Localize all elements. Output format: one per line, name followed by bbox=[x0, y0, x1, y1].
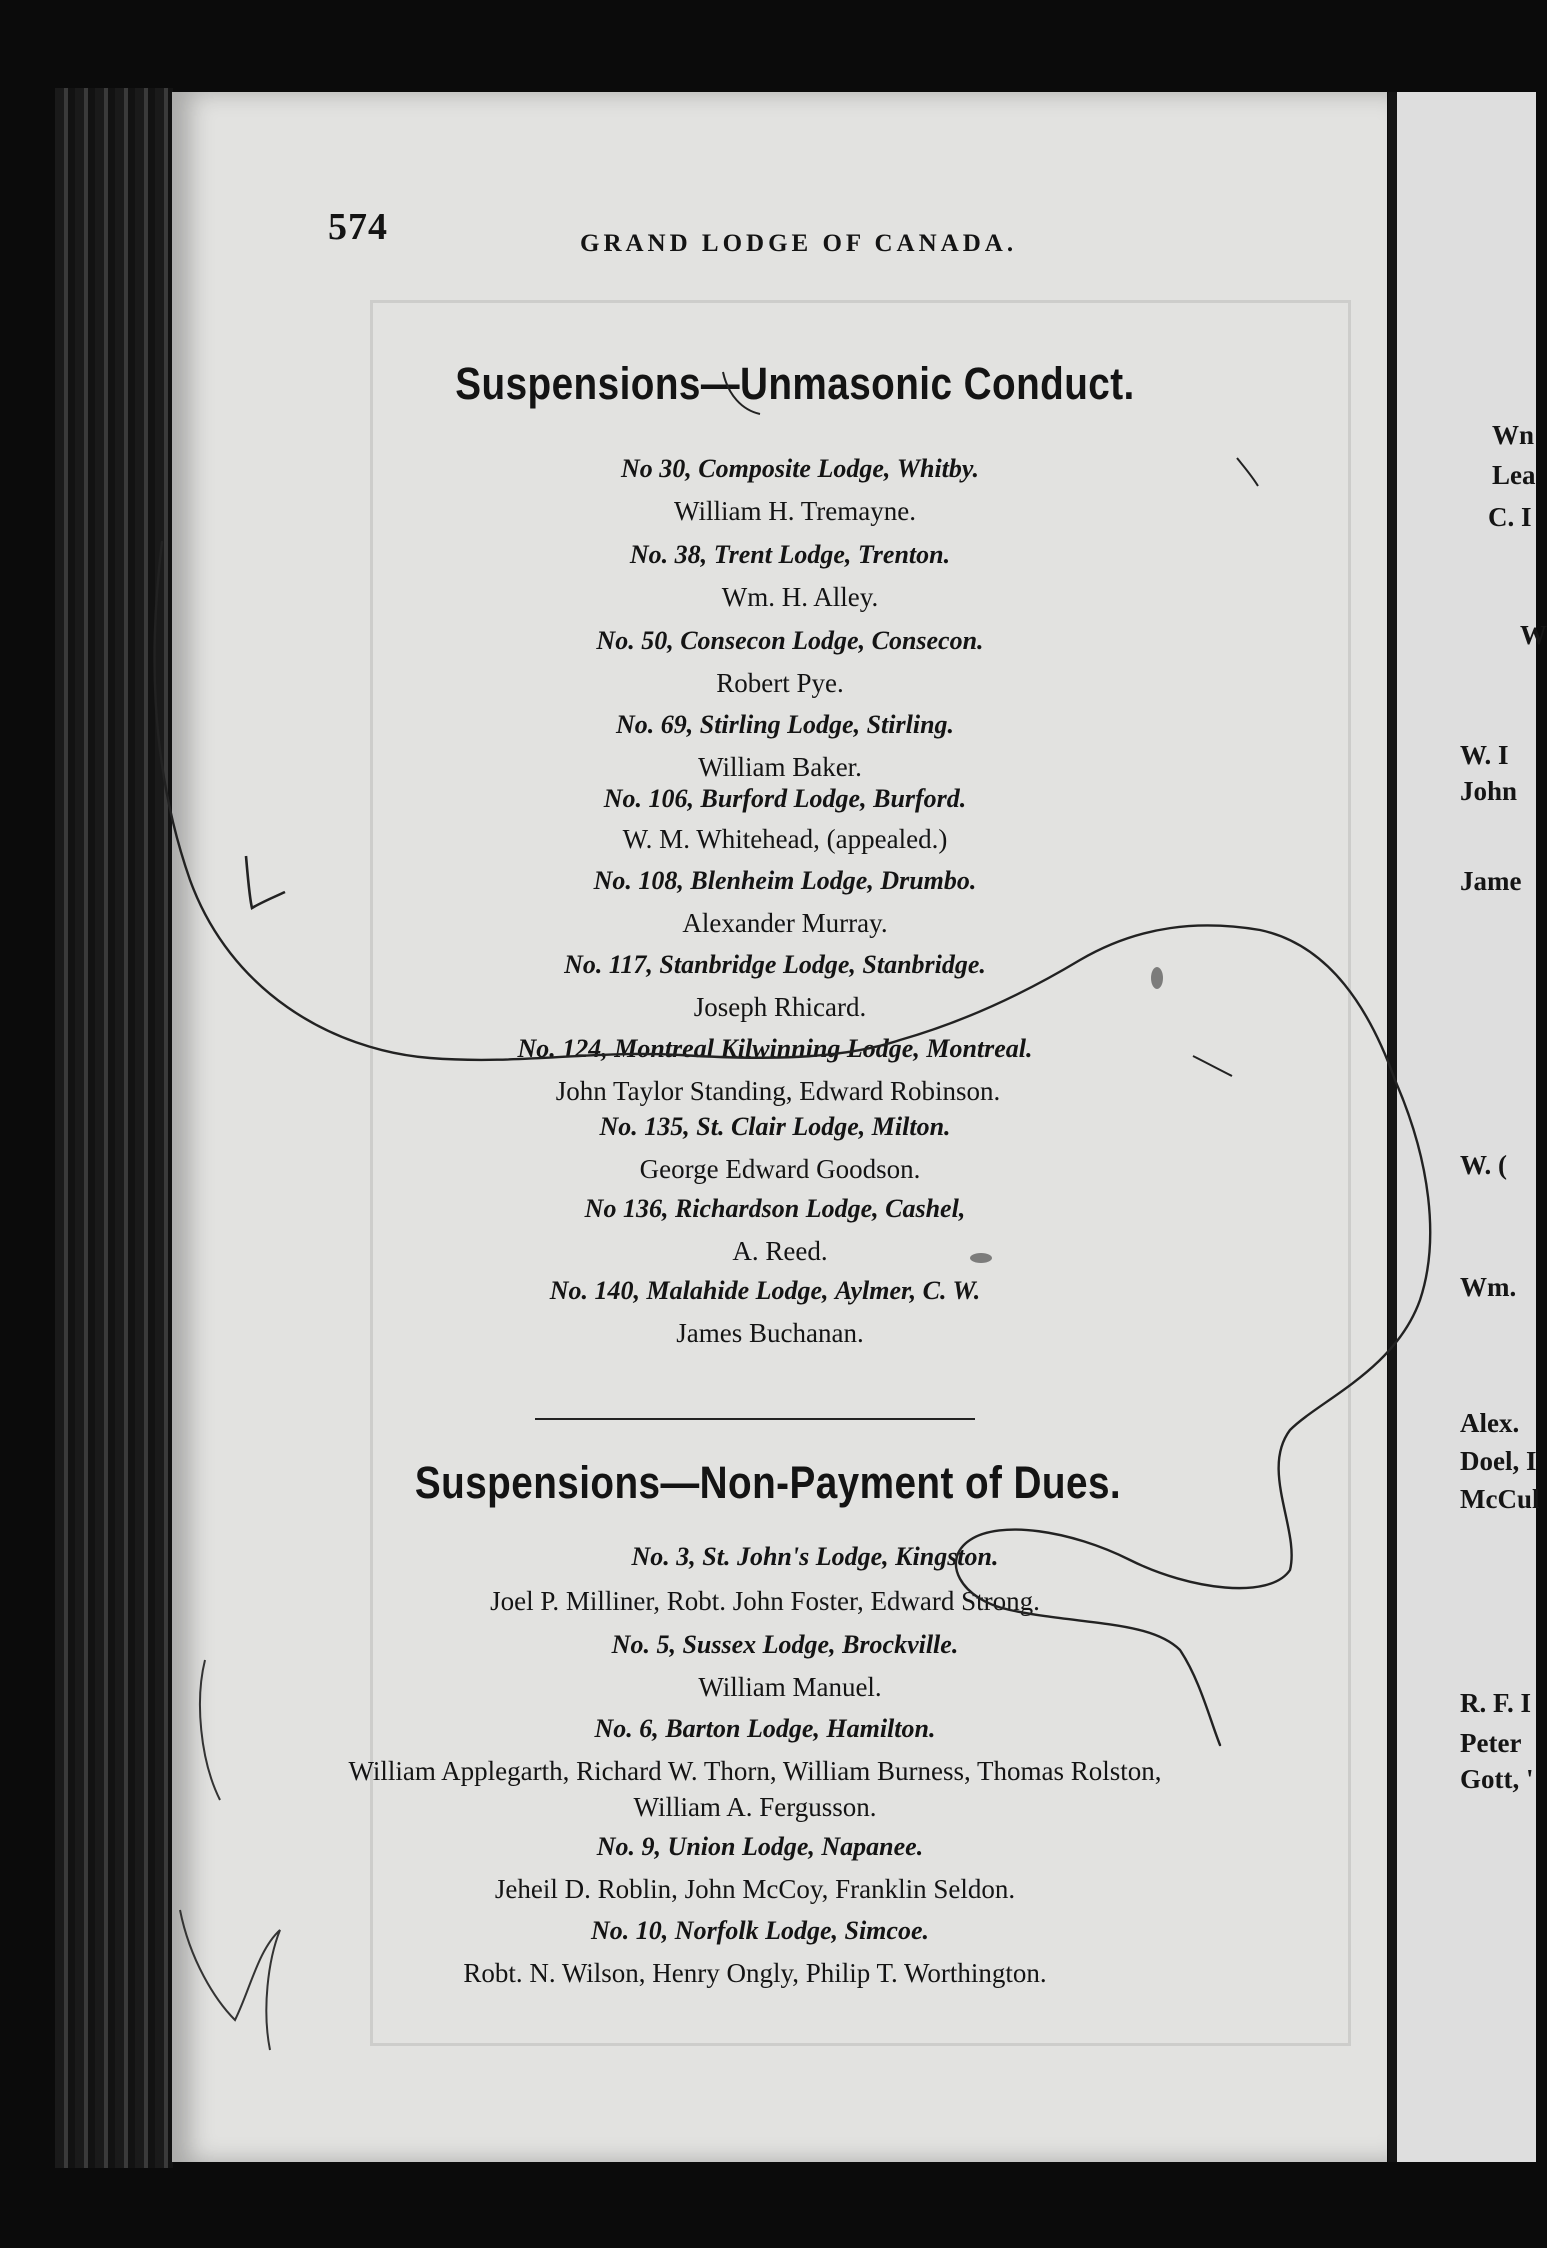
lodge-name: Trent Lodge, bbox=[713, 540, 852, 569]
lodge-name: Composite Lodge, bbox=[698, 454, 891, 483]
adjacent-page-fragment: Wn bbox=[1492, 420, 1535, 450]
adjacent-page-fragment: Alex. bbox=[1460, 1408, 1520, 1438]
member-names: Joel P. Milliner, Robt. John Foster, Edward Strong. bbox=[490, 1586, 1040, 1616]
lodge-place: Stirling. bbox=[866, 710, 955, 739]
lodge-name: Stirling Lodge, bbox=[699, 710, 861, 739]
section-heading-unmasonic: Suspensions—Unmasonic Conduct. bbox=[455, 358, 1135, 409]
lodge-place: Montreal. bbox=[926, 1034, 1033, 1063]
lodge-name: Montreal Kilwinning Lodge, bbox=[614, 1034, 920, 1063]
lodge-number: No. 9, bbox=[596, 1832, 662, 1861]
adjacent-page-fragment: Lea bbox=[1492, 460, 1536, 490]
lodge-place: Hamilton. bbox=[826, 1714, 936, 1743]
adjacent-page-fragment: C. I bbox=[1488, 502, 1532, 532]
page-number: 574 bbox=[328, 206, 388, 248]
lodge-number: No. 117, bbox=[564, 950, 653, 979]
lodge-place: Consecon. bbox=[871, 626, 984, 655]
lodge-name: Stanbridge Lodge, bbox=[659, 950, 856, 979]
lodge-name: Burford Lodge, bbox=[700, 784, 867, 813]
member-names: Jeheil D. Roblin, John McCoy, Franklin Seldon. bbox=[494, 1874, 1016, 1904]
lodge-place: Whitby. bbox=[896, 454, 979, 483]
lodge-name: Blenheim Lodge, bbox=[690, 866, 874, 895]
lodge-place: Brockville. bbox=[842, 1630, 959, 1659]
lodge-number: No. 135, bbox=[599, 1112, 690, 1141]
lodge-place: Simcoe. bbox=[844, 1916, 929, 1945]
adjacent-page-fragment: Gott, ' bbox=[1460, 1764, 1534, 1794]
lodge-name: Malahide Lodge, bbox=[646, 1276, 829, 1305]
lodge-place: Aylmer, C. W. bbox=[835, 1276, 981, 1305]
member-names: W. M. Whitehead, (appealed.) bbox=[622, 824, 948, 854]
member-names: Wm. H. Alley. bbox=[721, 582, 879, 612]
lodge-number: No. 124, bbox=[517, 1034, 608, 1063]
lodge-number: No 30, bbox=[621, 454, 692, 483]
lodge-name: St. Clair Lodge, bbox=[696, 1112, 866, 1141]
adjacent-page-fragment: W bbox=[1520, 620, 1547, 650]
lodge-place: Burford. bbox=[873, 784, 967, 813]
lodge-number: No. 140, bbox=[549, 1276, 641, 1305]
member-names: William Applegarth, Richard W. Thorn, William Burness, Thomas Rolston, bbox=[348, 1756, 1162, 1786]
lodge-place: Kingston. bbox=[895, 1542, 999, 1571]
member-names: William Manuel. bbox=[698, 1672, 882, 1702]
lodge-number: No. 10, bbox=[591, 1916, 669, 1945]
lodge-number: No. 50, bbox=[596, 626, 674, 655]
member-names: William Baker. bbox=[698, 752, 862, 782]
adjacent-page-fragment: McCul bbox=[1460, 1484, 1540, 1514]
lodge-number: No. 69, bbox=[615, 710, 694, 739]
lodge-place: Milton. bbox=[871, 1112, 951, 1141]
lodge-place: Napanee. bbox=[821, 1832, 924, 1861]
lodge-number: No 136, bbox=[584, 1194, 669, 1223]
lodge-number: No. 5, bbox=[611, 1630, 676, 1659]
lodge-place: Trenton. bbox=[857, 540, 951, 569]
member-names: Robert Pye. bbox=[716, 668, 844, 698]
section-heading-non-payment: Suspensions—Non-Payment of Dues. bbox=[414, 1457, 1122, 1508]
adjacent-page-fragment: Jame bbox=[1460, 866, 1522, 896]
lodge-name: Norfolk Lodge, bbox=[674, 1916, 838, 1945]
lodge-place: Drumbo. bbox=[880, 866, 977, 895]
running-head: GRAND LODGE OF CANADA. bbox=[580, 230, 1018, 257]
lodge-place: Stanbridge. bbox=[862, 950, 986, 979]
adjacent-page-fragment: Peter bbox=[1460, 1728, 1522, 1758]
member-names: A. Reed. bbox=[732, 1236, 828, 1266]
adjacent-page-fragment: Wm. bbox=[1460, 1272, 1517, 1302]
lodge-name: Sussex Lodge, bbox=[682, 1630, 836, 1659]
member-names: John Taylor Standing, Edward Robinson. bbox=[555, 1076, 1001, 1106]
member-names-continued: William A. Fergusson. bbox=[633, 1792, 877, 1822]
lodge-number: No. 108, bbox=[593, 866, 684, 895]
lodge-number: No. 6, bbox=[594, 1714, 659, 1743]
lodge-number: No. 106, bbox=[603, 784, 694, 813]
lodge-name: Richardson Lodge, bbox=[674, 1194, 879, 1223]
adjacent-page-fragment: R. F. I bbox=[1460, 1688, 1532, 1718]
ink-spot bbox=[1151, 967, 1163, 989]
member-names: James Buchanan. bbox=[676, 1318, 864, 1348]
lodge-name: Barton Lodge, bbox=[665, 1714, 820, 1743]
lodge-name: St. John's Lodge, bbox=[702, 1542, 889, 1571]
lodge-number: No. 38, bbox=[629, 540, 708, 569]
ink-spot bbox=[970, 1253, 992, 1263]
lodge-name: Consecon Lodge, bbox=[680, 626, 866, 655]
member-names: Robt. N. Wilson, Henry Ongly, Philip T. Worthington. bbox=[463, 1958, 1047, 1988]
adjacent-page-fragment: John bbox=[1460, 776, 1518, 806]
adjacent-page-fragment: Doel, I bbox=[1460, 1446, 1537, 1476]
adjacent-page-fragment: W. ( bbox=[1460, 1150, 1508, 1180]
member-names: Alexander Murray. bbox=[682, 908, 888, 938]
member-names: Joseph Rhicard. bbox=[693, 992, 867, 1022]
lodge-name: Union Lodge, bbox=[667, 1832, 815, 1861]
lodge-place: Cashel, bbox=[885, 1194, 966, 1223]
member-names: George Edward Goodson. bbox=[639, 1154, 921, 1184]
adjacent-page-fragment: W. I bbox=[1460, 740, 1509, 770]
member-names: William H. Tremayne. bbox=[674, 496, 916, 526]
lodge-number: No. 3, bbox=[631, 1542, 696, 1571]
